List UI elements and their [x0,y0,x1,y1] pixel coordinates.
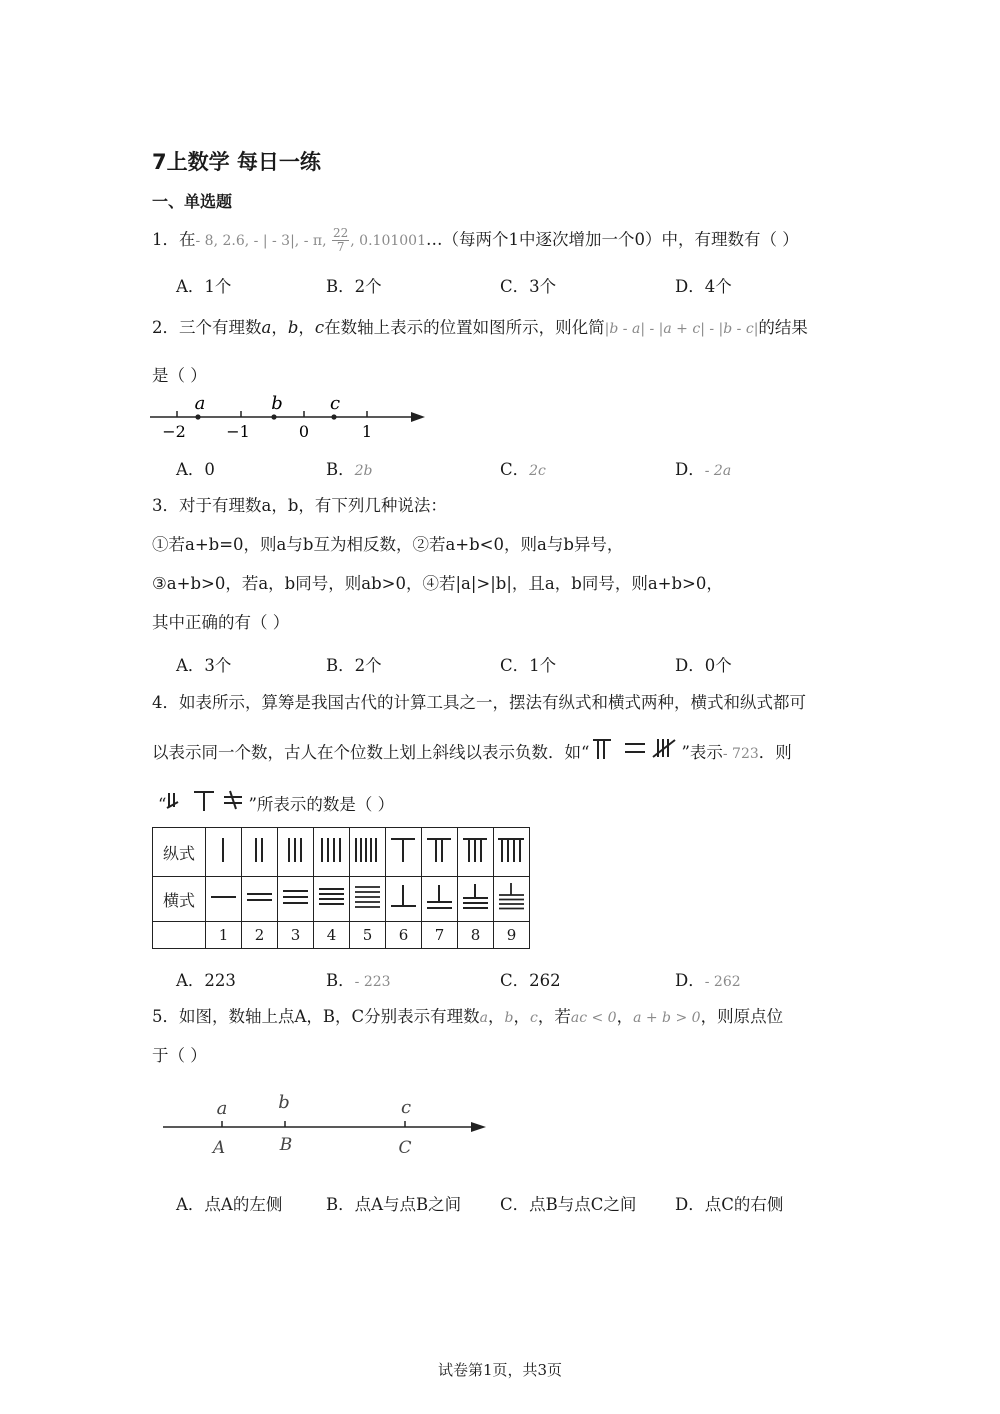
rod-numeral-example-icon [589,737,681,761]
tick-label: −1 [226,422,250,441]
horizontal-rod-2-icon [242,877,278,922]
digit-cell: 9 [494,922,530,949]
row-label-vertical: 纵式 [153,828,206,877]
q3-option-d[interactable]: D．0个 [675,656,732,675]
label-c: c [329,393,341,414]
question-5-line2: 于（ ） [152,1046,207,1065]
q1-option-b[interactable]: B．2个 [326,277,382,296]
q2-option-a[interactable]: A．0 [176,460,215,479]
question-3-statements-2: ③a+b>0，若a，b同号，则ab>0，④若|a|>|b|，且a，b同号，则a+b>0， [152,574,723,593]
digit-cell: 5 [350,922,386,949]
section-heading: 一、单选题 [152,192,233,211]
page-title: 7上数学 每日一练 [152,150,321,174]
question-3-statements-1: ①若a+b=0，则a与b互为相反数，②若a+b<0，则a与b异号， [152,535,624,554]
point-a [195,414,200,419]
q5-option-c[interactable]: C．点B与点C之间 [500,1195,637,1214]
point-b [271,414,276,419]
abs-expression: |b - a| - |a + c| - |b - c| [604,321,759,337]
horizontal-rod-8-icon [458,877,494,922]
vertical-rod-2-icon [242,828,278,877]
horizontal-rod-7-icon [422,877,458,922]
question-3: 3．对于有理数a，b，有下列几种说法： [152,496,447,515]
question-3-prompt: 其中正确的有（ ） [152,613,290,632]
number-line-q5 [155,1088,495,1160]
horizontal-rod-5-icon [350,877,386,922]
tick-label: 0 [298,422,310,441]
row-label-empty [153,922,206,949]
vertical-rod-1-icon [206,828,242,877]
q4-option-b[interactable]: B．- 223 [326,971,391,990]
page-footer: 试卷第1页，共3页 [437,1361,563,1379]
q3-option-c[interactable]: C．1个 [500,656,557,675]
label-B: B [279,1135,293,1155]
vertical-rod-7-icon [422,828,458,877]
point-c [331,414,336,419]
horizontal-rod-4-icon [314,877,350,922]
horizontal-rod-6-icon [386,877,422,922]
question-5: 5．如图，数轴上点A，B，C分别表示有理数a，b，c，若ac < 0，a + b > 0，则原点位 [152,1007,784,1026]
digit-cell: 6 [386,922,422,949]
vertical-rod-4-icon [314,828,350,877]
q2-option-b[interactable]: B．2b [326,460,373,479]
q4-option-c[interactable]: C．262 [500,971,561,990]
tick-label: 1 [361,422,373,441]
question-4-line2: 以表示同一个数，古人在个位数上划上斜线以表示负数．如“ ”表示- 723．则 [152,737,792,764]
fraction: $\frac{22}{7}$ [333,226,349,254]
q4-option-d[interactable]: D．- 262 [675,971,741,990]
q5-option-b[interactable]: B．点A与点B之间 [326,1195,462,1214]
label-c: c [400,1097,412,1118]
counting-rods-table [152,827,530,949]
question-2-line2: 是（ ） [152,366,207,385]
digit-cell: 1 [206,922,242,949]
q1-option-a[interactable]: A．1个 [176,277,232,296]
vertical-rod-5-icon [350,828,386,877]
question-2: 2．三个有理数a，b，c在数轴上表示的位置如图所示，则化简|b - a| - |a + c| - |b - c|的结果 [152,318,808,337]
horizontal-rod-9-icon [494,877,530,922]
q2-option-d[interactable]: D．- 2a [675,460,732,479]
q5-option-d[interactable]: D．点C的右侧 [675,1195,784,1214]
digit-cell: 3 [278,922,314,949]
label-A: A [212,1138,226,1158]
q1-option-d[interactable]: D．4个 [675,277,732,296]
digit-cell: 4 [314,922,350,949]
label-a: a [194,393,206,414]
q5-option-a[interactable]: A．点A的左侧 [176,1195,283,1214]
vertical-rod-8-icon [458,828,494,877]
label-b: b [278,1092,290,1113]
digit-cell: 8 [458,922,494,949]
digit-cell: 2 [242,922,278,949]
vertical-rod-3-icon [278,828,314,877]
tick-label: −2 [162,422,186,441]
horizontal-rod-1-icon [206,877,242,922]
question-1: 1．在- 8, 2.6, - | - 3|, - π, $\frac{22}{7}$ , 0.101001…（每两个1中逐次增加一个0）中，有理数有（ ） [152,226,799,254]
rod-numeral-query-icon [166,789,248,813]
q2-option-c[interactable]: C．2c [500,460,546,479]
q3-option-b[interactable]: B．2个 [326,656,382,675]
label-b: b [271,393,283,414]
question-4: 4．如表所示，算筹是我国古代的计算工具之一，摆法有纵式和横式两种，横式和纵式都可 [152,693,806,712]
label-a: a [216,1098,228,1119]
horizontal-rod-3-icon [278,877,314,922]
number-list: - 8, 2.6, - | - 3|, - π, [195,233,331,249]
row-label-horizontal: 横式 [153,877,206,922]
vertical-rod-6-icon [386,828,422,877]
arrow-icon [411,412,425,422]
label-C: C [398,1138,412,1158]
q1-option-c[interactable]: C．3个 [500,277,557,296]
question-4-line3: “ ”所表示的数是（ ） [158,789,394,815]
digit-cell: 7 [422,922,458,949]
vertical-rod-9-icon [494,828,530,877]
number-line-q2 [145,390,435,442]
q4-option-a[interactable]: A．223 [176,971,236,990]
q3-option-a[interactable]: A．3个 [176,656,232,675]
arrow-icon [471,1122,486,1132]
